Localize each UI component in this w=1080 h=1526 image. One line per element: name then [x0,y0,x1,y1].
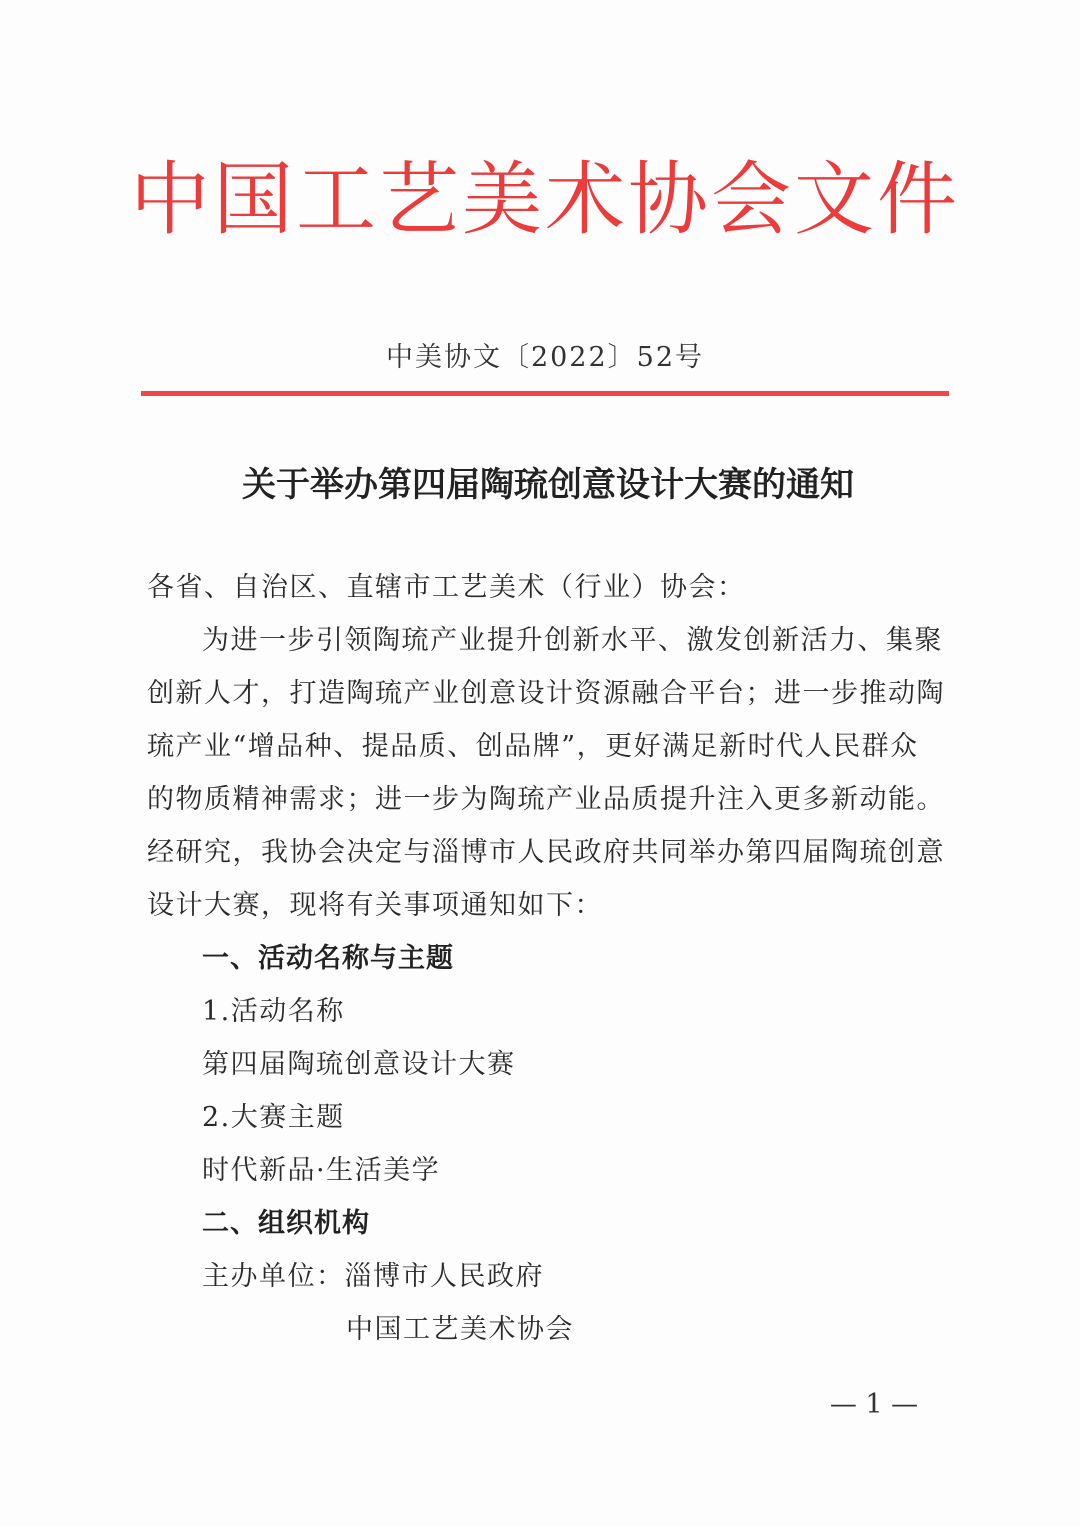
paragraph-line: 设计大赛，现将有关事项通知如下： [147,890,603,921]
item-value-activity-name: 第四届陶琉创意设计大赛 [202,1049,516,1080]
paragraph-line: 琉产业“增品种、提品质、创品牌”，更好满足新时代人民群众 [147,731,919,762]
document-number: 中美协文〔2022〕52号 [385,342,705,373]
paragraph-line: 为进一步引领陶琉产业提升创新水平、激发创新活力、集聚 [202,625,943,656]
item-value-theme: 时代新品·生活美学 [202,1155,441,1186]
notice-title: 关于举办第四届陶琉创意设计大赛的通知 [242,465,854,505]
issuer-header-title: 中国工艺美术协会文件 [130,153,960,246]
paragraph-line: 创新人才，打造陶琉产业创意设计资源融合平台；进一步推动陶 [147,678,945,709]
host-organizer-line: 主办单位：淄博市人民政府 [202,1261,544,1292]
section-heading-1: 一、活动名称与主题 [202,943,454,974]
item-label-activity-name: 1.活动名称 [202,996,345,1027]
paragraph-line: 经研究，我协会决定与淄博市人民政府共同举办第四届陶琉创意 [147,837,945,868]
section-heading-2: 二、组织机构 [202,1208,370,1239]
page-number: — 1 — [829,1389,919,1420]
item-label-theme: 2.大赛主题 [202,1102,345,1133]
host-organizer-second: 中国工艺美术协会 [346,1314,574,1345]
red-divider-line [141,391,949,396]
salutation: 各省、自治区、直辖市工艺美术（行业）协会： [147,572,746,603]
paragraph-line: 的物质精神需求；进一步为陶琉产业品质提升注入更多新动能。 [147,784,945,815]
